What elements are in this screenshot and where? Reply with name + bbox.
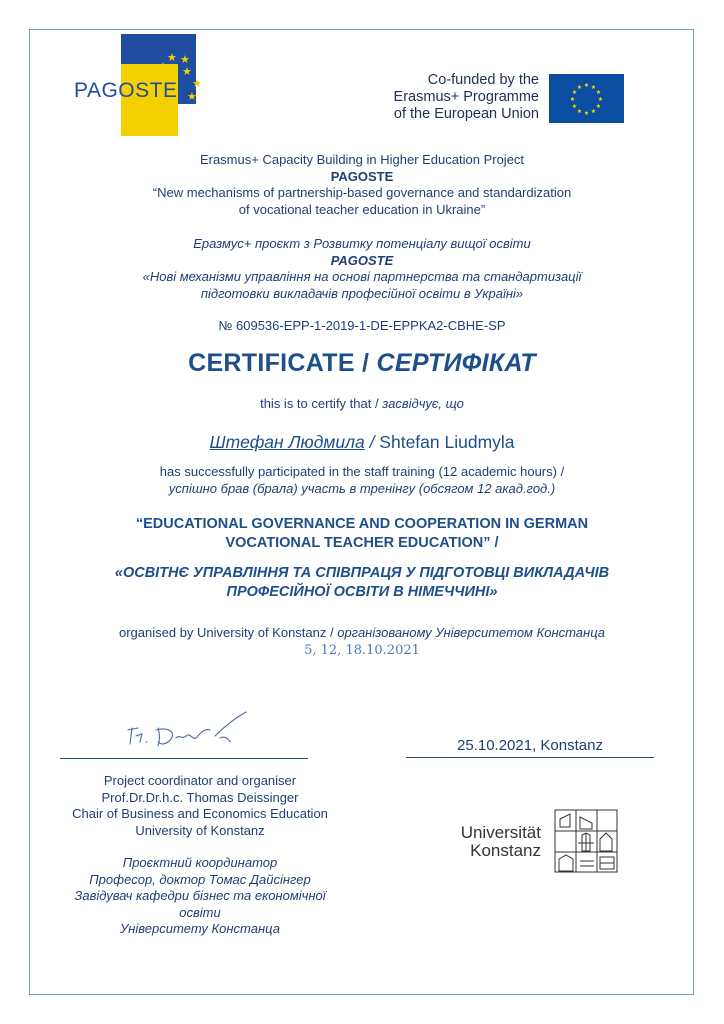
svg-text:★: ★ — [590, 108, 597, 115]
signature-line-left — [60, 758, 308, 759]
svg-text:★: ★ — [576, 84, 583, 91]
svg-text:★: ★ — [571, 103, 578, 110]
svg-text:★: ★ — [569, 96, 576, 103]
svg-text:★: ★ — [571, 89, 578, 96]
training-dates: 5, 12, 18.10.2021 — [304, 643, 420, 658]
signatory-en: Project coordinator and organiser Prof.Dr.Dr.h.c. Thomas Deissinger Chair of Business and Economics Education University of Konstanz — [72, 773, 328, 838]
pagoste-logo-text: PAGOSTE — [74, 79, 178, 102]
svg-text:★: ★ — [583, 82, 590, 89]
training-title-uk: «ОСВІТНЄ УПРАВЛІННЯ ТА СПІВПРАЦЯ У ПІДГОТОВЦІ ВИКЛАДАЧІВ ПРОФЕСІЙНОЇ ОСВІТИ В НІМЕЧЧИНІ» — [114, 565, 610, 600]
university-logo-text: Universität Konstanz — [460, 823, 541, 860]
project-number: № 609536-EPP-1-2019-1-DE-EPPKA2-CBHE-SP — [218, 318, 506, 333]
pagoste-logo: ★ ★ ★ ★ ★ ★ PAGOSTE — [74, 34, 224, 138]
certify-text: this is to certify that / засвідчує, що — [260, 396, 464, 411]
eu-flag-icon — [549, 74, 624, 123]
training-title-en: “EDUCATIONAL GOVERNANCE AND COOPERATION IN GERMAN VOCATIONAL TEACHER EDUCATION” / — [135, 516, 589, 551]
svg-text:★: ★ — [597, 96, 604, 103]
signature-image — [120, 708, 250, 753]
svg-text:★: ★ — [590, 84, 597, 91]
signatory-uk: Проєктний координатор Професор, доктор Томас Дайсінгер Завідувач кафедри бізнес та економічної освіти Університету Констанца — [74, 855, 326, 936]
eu-cofunded-text: Co-funded by the Erasmus+ Programme of the European Union — [393, 72, 539, 122]
date-place: 25.10.2021, Konstanz — [457, 737, 603, 754]
svg-text:★: ★ — [595, 89, 602, 96]
svg-text:★: ★ — [583, 110, 590, 117]
recipient-name: Штефан Людмила / Shtefan Liudmyla — [209, 432, 515, 452]
project-uk: Еразмус+ проєкт з Розвитку потенціалу вищої освіти PAGOSTE «Нові механізми управління на основі партнерства та стандартизації підготовки викладачів професійної освіти в Україні» — [142, 236, 582, 301]
svg-text:★: ★ — [595, 103, 602, 110]
project-en: Erasmus+ Capacity Building in Higher Education Project PAGOSTE “New mechanisms of partnership-based governance and standardization of vocational teacher education in Ukraine” — [152, 152, 572, 217]
participation-text: has successfully participated in the staff training (12 academic hours) / успішно брав (брала) участь в тренінгу (обсягом 12 акад.год.) — [159, 464, 565, 496]
signature-line-right — [406, 757, 654, 758]
svg-text:★: ★ — [576, 108, 583, 115]
certificate-title: CERTIFICATE / СЕРТИФІКАТ — [188, 349, 536, 377]
university-logo-icon — [554, 809, 618, 873]
organised-by: organised by University of Konstanz / організованому Університетом Констанца — [118, 625, 606, 640]
